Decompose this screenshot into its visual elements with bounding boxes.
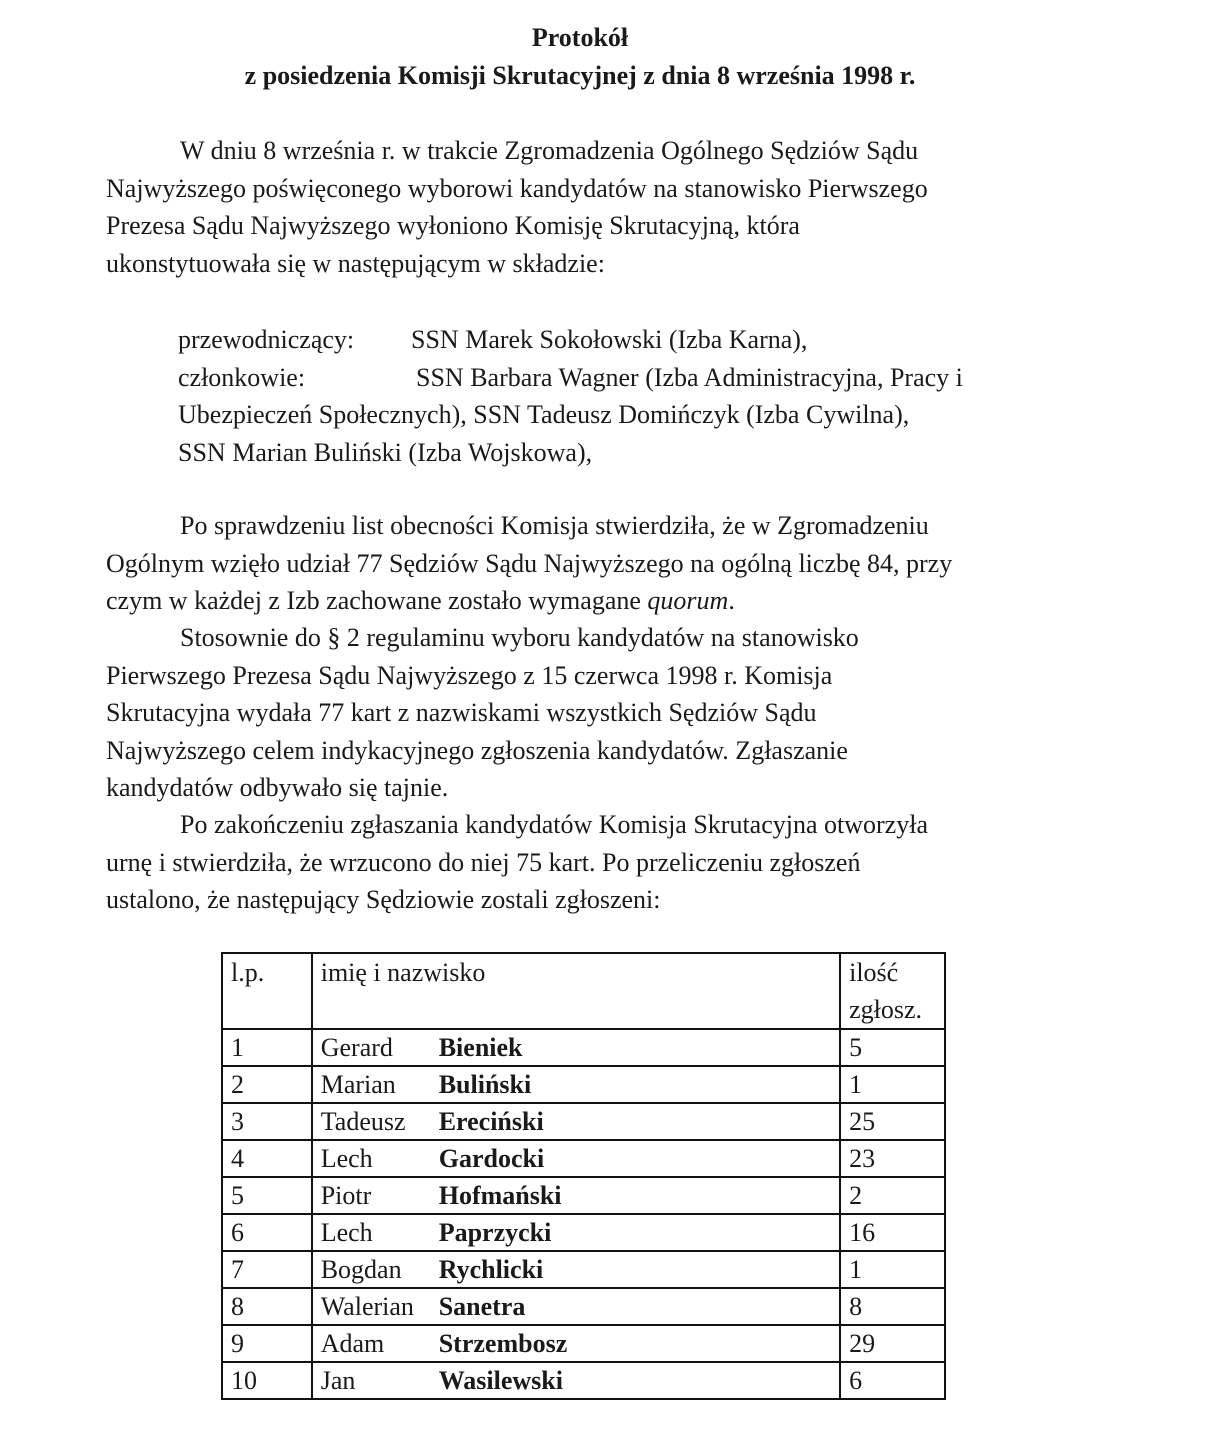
quorum-italic: quorum <box>647 586 729 615</box>
results-paragraph <box>106 806 1066 919</box>
document-title: Protokół <box>531 23 629 52</box>
text-line: Najwyższego celem indykacyjnego zgłoszenia kandydatów. Zgłaszanie <box>106 735 848 765</box>
text-span: czym w każdej z Izb zachowane zostało wymagane <box>106 586 648 615</box>
last-name: Rychlicki <box>438 1255 544 1284</box>
cell-name <box>312 1288 840 1325</box>
first-name: Gerard <box>320 1033 393 1062</box>
table-header-row <box>222 953 945 1029</box>
first-name: Lech <box>320 1144 373 1173</box>
text-line: Skrutacyjna wydała 77 kart z nazwiskami wszystkich Sędziów Sądu <box>106 698 817 727</box>
cell-count: 2 <box>840 1177 945 1214</box>
cell-name <box>312 1362 840 1399</box>
cell-name <box>312 1103 840 1140</box>
table-row <box>222 1066 945 1103</box>
text-line: urnę i stwierdziła, że wrzucono do niej 75 kart. Po przeliczeniu zgłoszeń <box>106 847 861 877</box>
text-line: Stosownie do § 2 regulaminu wyboru kandydatów na stanowisko <box>180 623 859 652</box>
text-line: Ogólnym wzięło udział 77 Sędziów Sądu Najwyższego na ogólną liczbę 84, przy <box>106 548 953 578</box>
cell-lp: 3 <box>222 1103 312 1140</box>
last-name: Gardocki <box>438 1144 545 1173</box>
text-line <box>106 582 1066 620</box>
cell-lp: 2 <box>222 1066 312 1103</box>
cell-lp: 8 <box>222 1288 312 1325</box>
cell-name <box>312 1177 840 1214</box>
first-name: Bogdan <box>320 1255 402 1284</box>
cell-lp: 10 <box>222 1362 312 1399</box>
intro-paragraph <box>106 132 1066 282</box>
text-span: . <box>728 586 735 615</box>
table-row <box>222 1325 945 1362</box>
last-name: Sanetra <box>438 1292 526 1321</box>
last-name: Hofmański <box>438 1181 562 1210</box>
first-name: Lech <box>320 1218 373 1247</box>
cell-lp: 9 <box>222 1325 312 1362</box>
text-line: Po sprawdzeniu list obecności Komisja stwierdziła, że w Zgromadzeniu <box>180 511 929 540</box>
last-name: Strzembosz <box>438 1329 568 1358</box>
text-line: Pierwszego Prezesa Sądu Najwyższego z 15 czerwca 1998 r. Komisja <box>106 660 833 690</box>
cell-name <box>312 1214 840 1251</box>
text-line: W dniu 8 września r. w trakcie Zgromadzenia Ogólnego Sędziów Sądu <box>180 136 919 165</box>
header-count <box>840 953 945 1029</box>
table-row <box>222 1362 945 1399</box>
cell-name <box>312 1140 840 1177</box>
cell-count: 29 <box>840 1325 945 1362</box>
attendance-paragraph <box>106 507 1066 620</box>
members-value: SSN Barbara Wagner (Izba Administracyjna, Pracy i <box>416 362 963 392</box>
cell-count: 1 <box>840 1066 945 1103</box>
cell-name <box>312 1251 840 1288</box>
table-row <box>222 1029 945 1066</box>
cell-count: 5 <box>840 1029 945 1066</box>
table-row <box>222 1140 945 1177</box>
text-line: kandydatów odbywało się tajnie. <box>106 773 449 802</box>
last-name: Bieniek <box>438 1033 523 1062</box>
chair-role: przewodniczący: <box>178 325 355 354</box>
cell-lp: 1 <box>222 1029 312 1066</box>
text-line: Ubezpieczeń Społecznych), SSN Tadeusz Domińczyk (Izba Cywilna), <box>178 400 910 429</box>
cell-count: 8 <box>840 1288 945 1325</box>
last-name: Buliński <box>438 1070 532 1099</box>
chair-value: SSN Marek Sokołowski (Izba Karna), <box>411 325 808 354</box>
header-lp: l.p. <box>222 953 312 1029</box>
cell-count: 16 <box>840 1214 945 1251</box>
cell-count: 23 <box>840 1140 945 1177</box>
last-name: Wasilewski <box>438 1366 563 1395</box>
text-line: Prezesa Sądu Najwyższego wyłoniono Komisję Skrutacyjną, która <box>106 211 800 240</box>
table-row <box>222 1251 945 1288</box>
cell-lp: 4 <box>222 1140 312 1177</box>
first-name: Tadeusz <box>320 1107 406 1136</box>
committee-composition <box>178 321 1058 471</box>
text-line: ustalono, że następujący Sędziowie zostali zgłoszeni: <box>106 885 661 914</box>
first-name: Marian <box>320 1070 396 1099</box>
cell-count: 6 <box>840 1362 945 1399</box>
first-name: Adam <box>320 1329 385 1358</box>
text-line: Po zakończeniu zgłaszania kandydatów Komisja Skrutacyjna otworzyła <box>180 810 928 839</box>
first-name: Piotr <box>320 1181 372 1210</box>
last-name: Paprzycki <box>438 1218 552 1247</box>
last-name: Ereciński <box>438 1107 544 1136</box>
regulation-paragraph <box>106 619 1066 807</box>
header-count-line1: ilość <box>849 958 899 987</box>
text-line: Najwyższego poświęconego wyborowi kandydatów na stanowisko Pierwszego <box>106 173 928 203</box>
nominations-table <box>221 952 946 1400</box>
members-role: członkowie: <box>178 362 306 392</box>
table-row <box>222 1288 945 1325</box>
header-name: imię i nazwisko <box>312 953 840 1029</box>
table-row <box>222 1177 945 1214</box>
document-subtitle: z posiedzenia Komisji Skrutacyjnej z dnia 8 września 1998 r. <box>244 61 916 90</box>
header-count-line2: zgłosz. <box>849 995 923 1024</box>
table-row <box>222 1214 945 1251</box>
cell-name <box>312 1325 840 1362</box>
cell-lp: 7 <box>222 1251 312 1288</box>
cell-lp: 6 <box>222 1214 312 1251</box>
chair-line <box>178 321 1058 359</box>
first-name: Walerian <box>320 1292 414 1321</box>
text-line: SSN Marian Buliński (Izba Wojskowa), <box>178 437 593 467</box>
cell-name <box>312 1066 840 1103</box>
cell-count: 25 <box>840 1103 945 1140</box>
table-row <box>222 1103 945 1140</box>
cell-count: 1 <box>840 1251 945 1288</box>
text-line: ukonstytuowała się w następującym w składzie: <box>106 248 605 278</box>
cell-name <box>312 1029 840 1066</box>
first-name: Jan <box>320 1366 356 1395</box>
cell-lp: 5 <box>222 1177 312 1214</box>
members-line <box>178 359 1058 397</box>
